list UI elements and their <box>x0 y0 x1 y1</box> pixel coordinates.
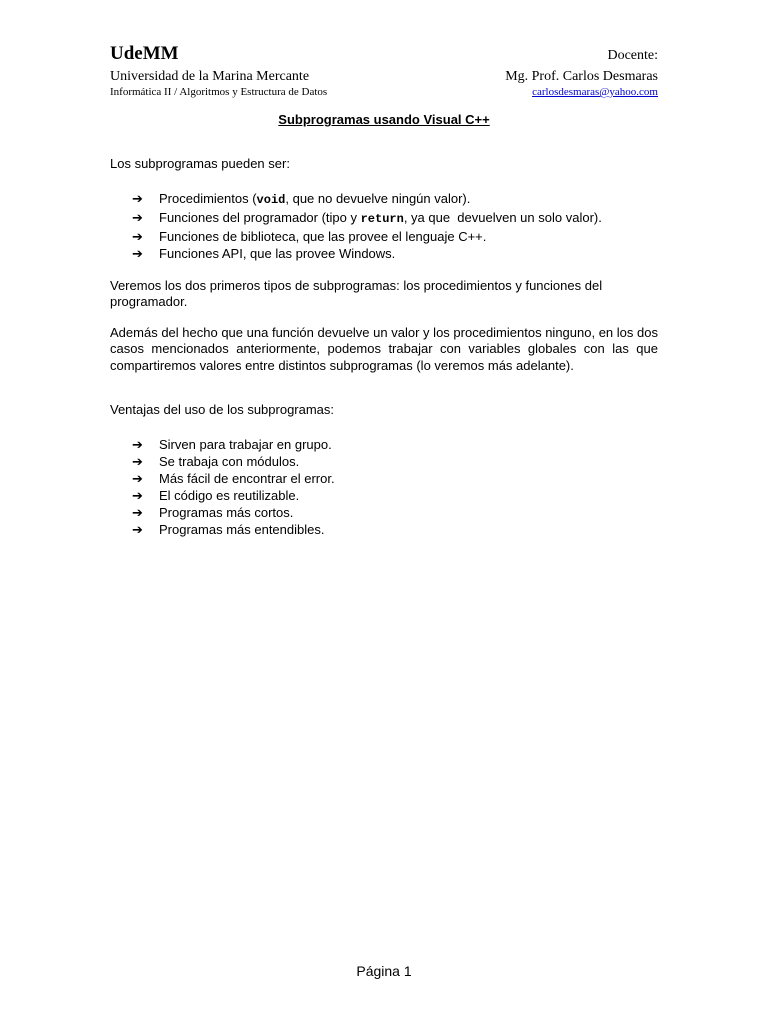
arrow-bullet-icon: ➔ <box>132 470 143 486</box>
course-name: Informática II / Algoritmos y Estructura de Datos <box>110 86 328 98</box>
list-item-text <box>159 209 602 228</box>
arrow-bullet-icon: ➔ <box>132 228 143 244</box>
list-item <box>132 470 658 487</box>
institution-full-name: Universidad de la Marina Mercante <box>110 69 310 84</box>
arrow-bullet-icon: ➔ <box>132 209 143 225</box>
code-keyword-void: void <box>256 192 286 207</box>
list-item-text: Funciones de biblioteca, que las provee el lenguaje C++. <box>159 228 487 244</box>
list-item-text: Funciones API, que las provee Windows. <box>159 245 396 261</box>
list-item <box>132 228 658 245</box>
arrow-bullet-icon: ➔ <box>132 521 143 537</box>
advantages-heading: Ventajas del uso de los subprogramas: <box>110 402 335 417</box>
list-item <box>132 504 658 521</box>
list-item <box>132 190 658 209</box>
subprogram-types-list <box>110 190 658 262</box>
list-item <box>132 245 658 262</box>
list-item-text-before: Procedimientos ( <box>159 190 257 206</box>
list-item-text-after: , ya que devuelven un solo valor). <box>403 209 602 225</box>
list-item <box>132 521 658 538</box>
page-header <box>110 42 658 99</box>
list-item-text <box>159 190 470 209</box>
list-item-text-after: , que no devuelve ningún valor). <box>285 190 471 206</box>
list-item <box>132 453 658 470</box>
advantages-list <box>110 436 658 538</box>
docente-label: Docente: <box>607 48 658 63</box>
list-item-text: Programas más cortos. <box>159 504 294 520</box>
arrow-bullet-icon: ➔ <box>132 245 143 261</box>
list-item-text: Programas más entendibles. <box>159 521 325 537</box>
list-item <box>132 487 658 504</box>
arrow-bullet-icon: ➔ <box>132 436 143 452</box>
page-number: Página 1 <box>356 963 412 979</box>
header-row-1 <box>110 42 658 68</box>
code-keyword-return: return <box>360 211 404 226</box>
list-item <box>132 436 658 453</box>
arrow-bullet-icon: ➔ <box>132 504 143 520</box>
paragraph-primary-types: Veremos los dos primeros tipos de subprogramas: los procedimientos y funciones del programador. <box>110 277 603 309</box>
list-item-text-before: Funciones del programador (tipo y <box>159 209 361 225</box>
professor-name: Mg. Prof. Carlos Desmaras <box>505 69 658 84</box>
paragraph-global-variables: Además del hecho que una función devuelve un valor y los procedimientos ninguno, en los dos casos mencionados anteriormente, podemos trabajar con variables globales con las que compartiremos valores entre distintos subprogramas (lo veremos más adelante). <box>110 324 658 373</box>
list-item-text: Más fácil de encontrar el error. <box>159 470 335 486</box>
document-body <box>110 156 658 538</box>
list-item <box>132 209 658 228</box>
document-title: Subprogramas usando Visual C++ <box>278 112 490 127</box>
header-row-2 <box>110 68 658 85</box>
list-item-text: Se trabaja con módulos. <box>159 453 300 469</box>
list-item-text: Sirven para trabajar en grupo. <box>159 436 332 452</box>
header-row-3 <box>110 85 658 99</box>
intro-text: Los subprogramas pueden ser: <box>110 156 290 171</box>
arrow-bullet-icon: ➔ <box>132 453 143 469</box>
arrow-bullet-icon: ➔ <box>132 190 143 206</box>
institution-short-name: UdeMM <box>110 43 179 64</box>
list-item-text: El código es reutilizable. <box>159 487 300 503</box>
email-link[interactable]: carlosdesmaras@yahoo.com <box>532 86 658 98</box>
arrow-bullet-icon: ➔ <box>132 487 143 503</box>
